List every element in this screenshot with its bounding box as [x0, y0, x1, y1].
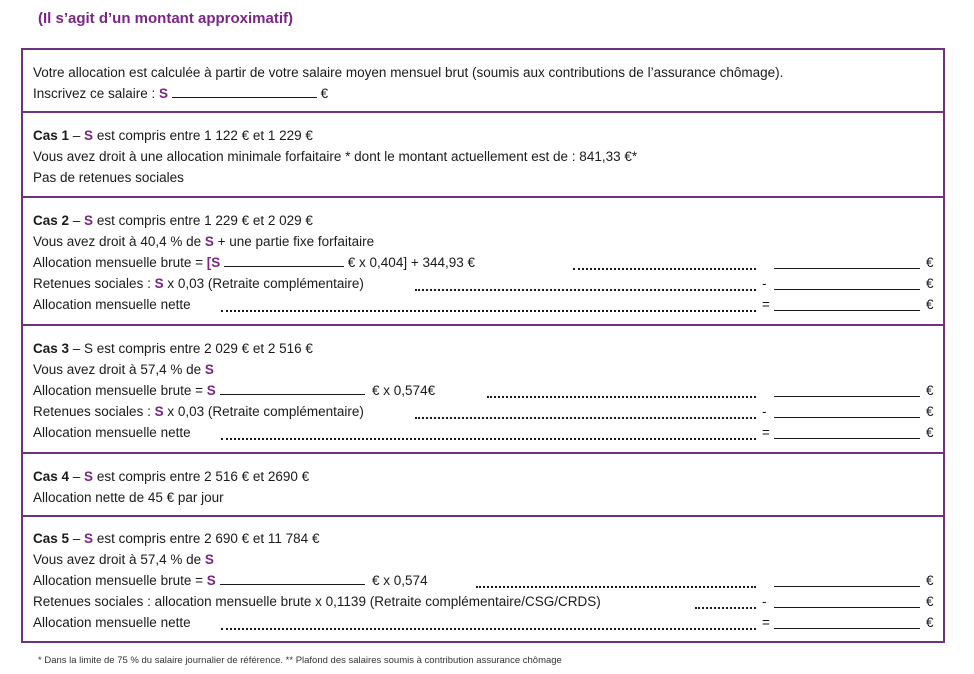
cas5-nette-label: Allocation mensuelle nette — [33, 615, 191, 630]
cas4-box — [21, 452, 945, 517]
dotted-leader — [415, 417, 756, 419]
cas2-line2 — [33, 233, 374, 250]
s-symbol: S — [206, 573, 216, 588]
cas3-title: Cas 3 — [33, 341, 70, 356]
s-symbol: S — [154, 276, 164, 291]
equals-symbol: = — [762, 615, 770, 630]
cas2-title: Cas 2 — [33, 213, 70, 228]
equals-symbol: = — [762, 297, 770, 312]
cas3-line1 — [33, 340, 313, 357]
cas2-retenues-line — [33, 275, 364, 292]
cas1-line1 — [33, 127, 313, 144]
s-symbol: S — [204, 234, 214, 249]
dotted-leader — [221, 310, 756, 312]
euro-symbol: € — [926, 404, 934, 419]
cas5-range: est compris entre 2 690 € et 11 784 € — [93, 531, 320, 546]
cas3-brute-mid: € x 0,574€ — [372, 383, 436, 398]
dotted-leader — [573, 268, 756, 270]
cas5-retenues-amount-field[interactable] — [774, 607, 920, 608]
cas5-retenues-label: Retenues sociales : allocation mensuelle brute x 0,1139 (Retraite complémentaire/CSG/CRDS) — [33, 594, 601, 609]
euro-symbol: € — [926, 297, 934, 312]
footnote: * Dans la limite de 75 % du salaire journalier de référence. ** Plafond des salaires soumis à contribution assurance chômage — [38, 655, 562, 666]
cas1-range: est compris entre 1 122 € et 1 229 € — [93, 128, 313, 143]
dotted-leader — [695, 607, 756, 609]
cas4-line2: Allocation nette de 45 € par jour — [33, 490, 224, 505]
cas2-salary-blank[interactable] — [224, 254, 344, 267]
cas1-line3: Pas de retenues sociales — [33, 170, 184, 185]
cas4-title: Cas 4 — [33, 469, 70, 484]
cas5-brute-amount-field[interactable] — [774, 586, 920, 587]
cas3-retenues-line — [33, 403, 364, 420]
cas4-line1 — [33, 468, 309, 485]
cas1-title: Cas 1 — [33, 128, 70, 143]
cas2-line2-prefix: Vous avez droit à 40,4 % de — [33, 234, 205, 249]
s-symbol: S — [211, 255, 221, 270]
cas2-brute-amount-field[interactable] — [774, 268, 920, 269]
euro-symbol: € — [926, 594, 934, 609]
euro-symbol: € — [926, 425, 934, 440]
cas5-line2 — [33, 551, 214, 568]
dotted-leader — [221, 628, 756, 630]
equals-symbol: = — [762, 425, 770, 440]
intro-line2 — [33, 85, 328, 102]
minus-symbol: - — [762, 594, 767, 609]
euro-symbol: € — [926, 573, 934, 588]
cas4-range: est compris entre 2 516 € et 2690 € — [93, 469, 310, 484]
cas2-nette-label: Allocation mensuelle nette — [33, 297, 191, 312]
cas4-dash: – — [69, 469, 85, 484]
bracket-open: [ — [206, 255, 212, 270]
cas3-range: – S est compris entre 2 029 € et 2 516 € — [69, 341, 313, 356]
dotted-leader — [221, 438, 756, 440]
cas2-brute-mid: € x 0,404] + 344,93 € — [347, 255, 476, 270]
intro-line1: Votre allocation est calculée à partir de votre salaire moyen mensuel brut (soumis aux contributions de l’assurance chômage). — [33, 65, 784, 80]
cas2-nette-amount-field[interactable] — [774, 310, 920, 311]
cas1-dash: – — [69, 128, 85, 143]
dotted-leader — [487, 396, 756, 398]
dotted-leader — [415, 289, 756, 291]
cas5-line2-prefix: Vous avez droit à 57,4 % de — [33, 552, 205, 567]
cas3-nette-label: Allocation mensuelle nette — [33, 425, 191, 440]
cas2-line1 — [33, 212, 313, 229]
cas3-retenues-suffix: x 0,03 (Retraite complémentaire) — [163, 404, 364, 419]
cas5-brute-line — [33, 572, 428, 589]
cas2-box — [21, 196, 945, 326]
intro-prefix: Inscrivez ce salaire : — [33, 86, 160, 101]
minus-symbol: - — [762, 404, 767, 419]
s-symbol: S — [84, 469, 94, 484]
euro-symbol: € — [926, 615, 934, 630]
cas2-retenues-prefix: Retenues sociales : — [33, 276, 155, 291]
cas3-nette-amount-field[interactable] — [774, 438, 920, 439]
s-symbol: S — [204, 552, 214, 567]
cas5-nette-amount-field[interactable] — [774, 628, 920, 629]
cas3-box — [21, 324, 945, 454]
s-symbol: S — [84, 128, 94, 143]
cas1-box — [21, 111, 945, 198]
cas3-salary-blank[interactable] — [220, 382, 365, 395]
cas2-brute-line — [33, 254, 475, 271]
cas5-dash: – — [69, 531, 85, 546]
cas2-retenues-amount-field[interactable] — [774, 289, 920, 290]
cas3-retenues-prefix: Retenues sociales : — [33, 404, 155, 419]
euro-symbol: € — [926, 255, 934, 270]
cas5-title: Cas 5 — [33, 531, 70, 546]
minus-symbol: - — [762, 276, 767, 291]
euro-symbol: € — [320, 86, 329, 101]
cas2-retenues-suffix: x 0,03 (Retraite complémentaire) — [163, 276, 364, 291]
cas3-brute-amount-field[interactable] — [774, 396, 920, 397]
intro-box — [21, 48, 945, 113]
s-symbol: S — [206, 383, 216, 398]
cas3-line2 — [33, 361, 214, 378]
cas5-salary-blank[interactable] — [220, 572, 365, 585]
s-symbol: S — [84, 213, 94, 228]
cas2-line2-suffix: + une partie fixe forfaitaire — [213, 234, 375, 249]
salary-blank[interactable] — [172, 85, 317, 98]
page-header: (Il s’agit d’un montant approximatif) — [38, 10, 293, 27]
euro-symbol: € — [926, 383, 934, 398]
s-symbol: S — [154, 404, 164, 419]
cas2-range: est compris entre 1 229 € et 2 029 € — [93, 213, 313, 228]
cas5-line1 — [33, 530, 319, 547]
cas5-box — [21, 515, 945, 643]
euro-symbol: € — [926, 276, 934, 291]
cas3-retenues-amount-field[interactable] — [774, 417, 920, 418]
s-symbol: S — [84, 531, 94, 546]
cas2-dash: – — [69, 213, 85, 228]
cas2-brute-prefix: Allocation mensuelle brute = — [33, 255, 207, 270]
dotted-leader — [476, 586, 756, 588]
cas5-brute-mid: € x 0,574 — [372, 573, 428, 588]
cas3-brute-prefix: Allocation mensuelle brute = — [33, 383, 207, 398]
cas5-brute-prefix: Allocation mensuelle brute = — [33, 573, 207, 588]
s-symbol: S — [204, 362, 214, 377]
cas3-line2-prefix: Vous avez droit à 57,4 % de — [33, 362, 205, 377]
cas3-brute-line — [33, 382, 435, 399]
cas1-line2: Vous avez droit à une allocation minimale forfaitaire * dont le montant actuellement est de : 841,33 €* — [33, 149, 638, 164]
s-symbol: S — [159, 86, 169, 101]
